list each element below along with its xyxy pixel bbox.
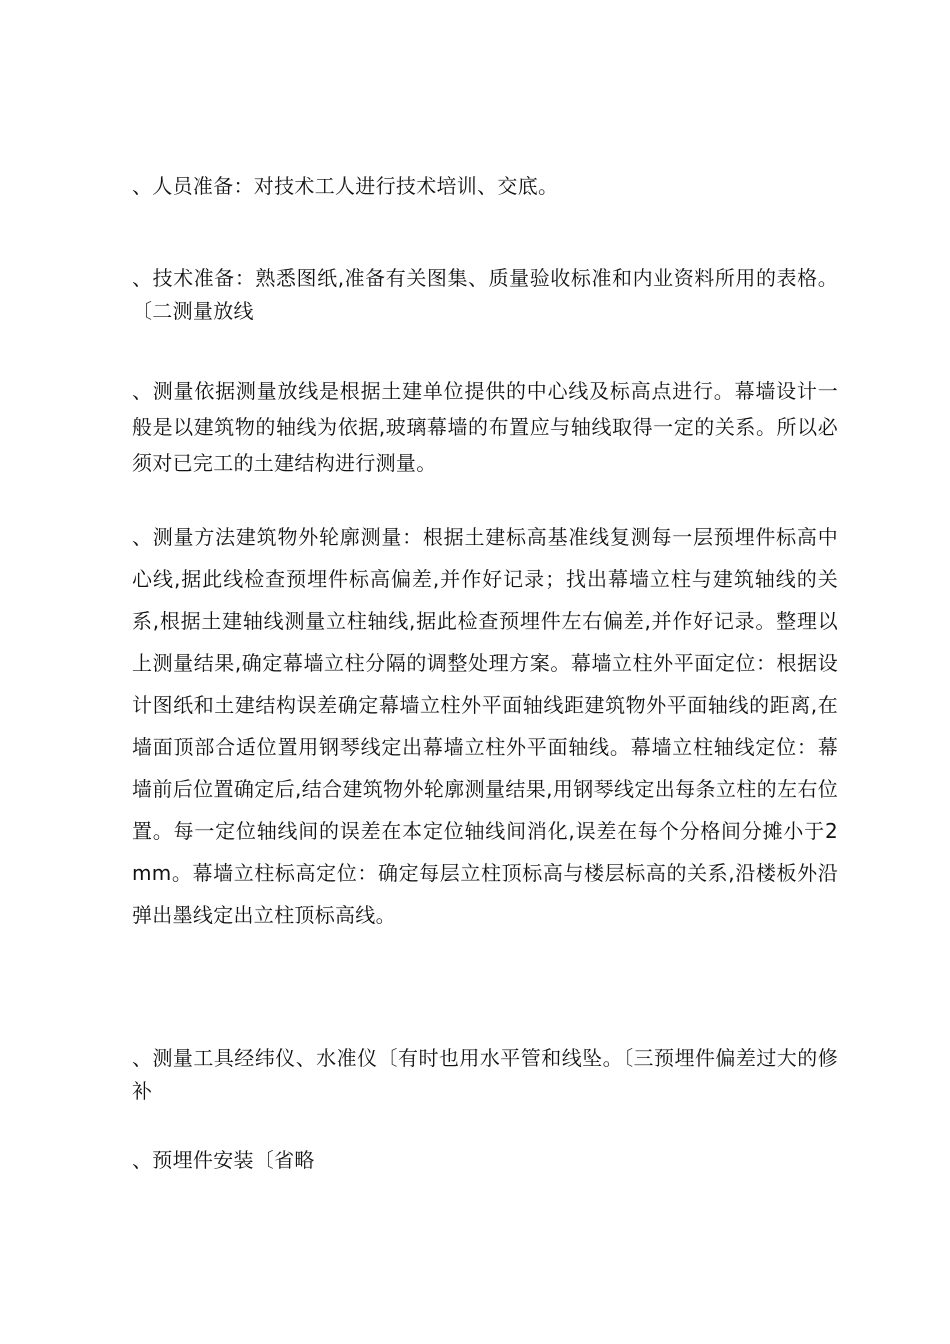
paragraph-personnel-preparation: 、人员准备：对技术工人进行技术培训、交底。 [132,174,559,198]
paragraph-embedded-parts-installation: 、预埋件安装〔省略 [132,1148,315,1172]
paragraph-survey-method: 、测量方法建筑物外轮廓测量：根据土建标高基准线复测每一层预埋件标高中心线,据此线检查预埋件标高偏差,并作好记录；找出幕墙立柱与建筑轴线的关系,根据土建轴线测量立柱轴线,据此检查预埋件左右偏差,并作好记录。整理以上测量结果,确定幕墙立柱分隔的调整处理方案。幕墙立柱外平面定位：根据设计图纸和土建结构误差确定幕墙立柱外平面轴线距建筑物外平面轴线的距离,在墙面顶部合适位置用钢琴线定出幕墙立柱外平面轴线。幕墙立柱轴线定位：幕墙前后位置确定后,结合建筑物外轮廓测量结果,用钢琴线定出每条立柱的左右位置。每一定位轴线间的误差在本定位轴线间消化,误差在每个分格间分摊小于2mm。幕墙立柱标高定位：确定每层立柱顶标高与楼层标高的关系,沿楼板外沿弹出墨线定出立柱顶标高线。 [132,525,838,927]
paragraph-technical-preparation: 、技术准备：熟悉图纸,准备有关图集、质量验收标准和内业资料所用的表格。〔二测量放线 [132,266,838,323]
paragraph-survey-tools: 、测量工具经纬仪、水准仪〔有时也用水平管和线坠。〔三预埋件偏差过大的修补 [132,1046,838,1103]
paragraph-survey-basis: 、测量依据测量放线是根据土建单位提供的中心线及标高点进行。幕墙设计一般是以建筑物的轴线为依据,玻璃幕墙的布置应与轴线取得一定的关系。所以必须对已完工的土建结构进行测量。 [132,379,838,475]
